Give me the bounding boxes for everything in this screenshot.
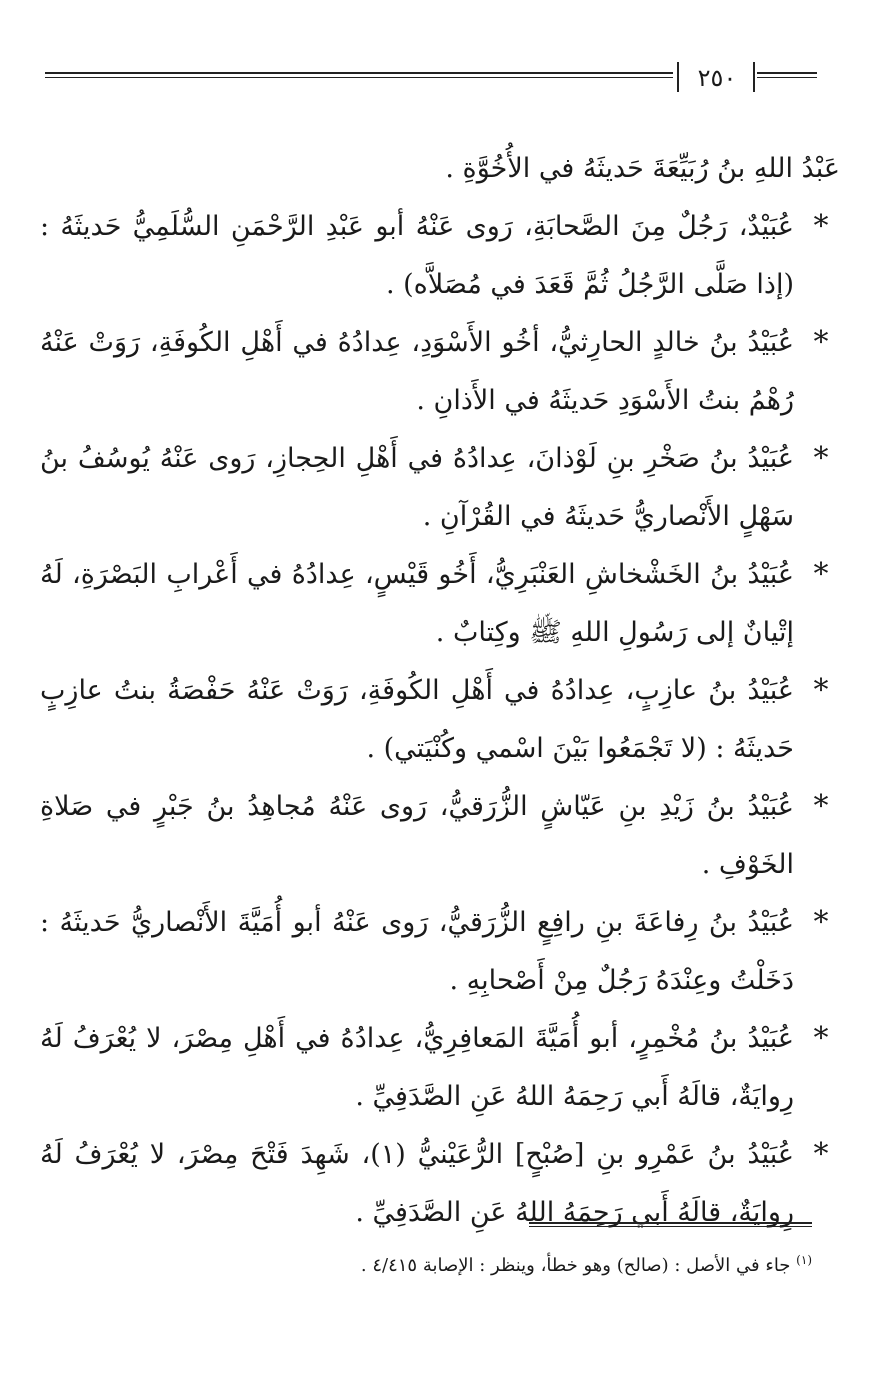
asterisk-icon: * <box>813 1137 829 1172</box>
entry-text: عُبَيْدُ بنُ عَمْرِو بنِ [صُبْحٍ] الرُّعَيْنيُّ (١)، شَهِدَ فَتْحَ مِصْرَ، لا يُعْرَفُ لَهُ رِوايَةٌ، قالَهُ أَبي رَحِمَهُ اللهُ عَنِ الصَّدَفِيِّ . <box>40 1139 794 1228</box>
entry-1 <box>40 198 840 314</box>
entry-text: عُبَيْدُ بنُ صَخْرِ بنِ لَوْذانَ، عِدادُهُ في أَهْلِ الحِجازِ، رَوى عَنْهُ يُوسُفُ بنُ سَهْلٍ الأَنْصاريُّ حَديثَهُ في القُرْآنِ . <box>40 443 794 532</box>
entry-text: عُبَيْدُ بنُ مُخْمِرٍ، أبو أُمَيَّةَ المَعافِرِيُّ، عِدادُهُ في أَهْلِ مِصْرَ، لا يُعْرَفُ لَهُ رِوايَةٌ، قالَهُ أَبي رَحِمَهُ اللهُ عَنِ الصَّدَفِيِّ . <box>40 1023 794 1112</box>
entry-8 <box>40 1010 840 1126</box>
main-text <box>40 140 840 1242</box>
asterisk-icon: * <box>813 905 829 940</box>
header-rule-left <box>45 72 673 78</box>
entry-4 <box>40 546 840 662</box>
entry-6 <box>40 778 840 894</box>
entry-text: عُبَيْدُ بنُ خالدٍ الحارِثيُّ، أخُو الأَسْوَدِ، عِدادُهُ في أَهْلِ الكُوفَةِ، رَوَتْ عَنْهُ رُهْمُ بنتُ الأَسْوَدِ حَديثَهُ في الأَذانِ . <box>40 327 794 416</box>
page-number: ٢٥٠ <box>697 64 737 92</box>
footnote <box>120 1245 812 1281</box>
footnote-marker: (١) <box>796 1253 812 1267</box>
asterisk-icon: * <box>813 673 829 708</box>
header-rule-right <box>757 72 817 78</box>
footnote-text: جاء في الأصل : (صالح) وهو خطأ، وينظر : الإصابة ٤/٤١٥ . <box>360 1255 791 1276</box>
entry-3 <box>40 430 840 546</box>
entry-7 <box>40 894 840 1010</box>
page-header <box>45 60 817 100</box>
entry-text: عُبَيْدٌ، رَجُلٌ مِنَ الصَّحابَةِ، رَوى عَنْهُ أبو عَبْدِ الرَّحْمَنِ السُّلَمِيُّ حَديثَهُ : (إذا صَلَّى الرَّجُلُ ثُمَّ قَعَدَ في مُصَلاَّه) . <box>40 211 794 300</box>
asterisk-icon: * <box>813 789 829 824</box>
intro-line: عَبْدُ اللهِ بنُ رُبَيِّعَةَ حَديثَهُ في الأُخُوَّةِ . <box>445 153 840 184</box>
entry-2 <box>40 314 840 430</box>
entry-text: عُبَيْدُ بنُ عازِبٍ، عِدادُهُ في أَهْلِ الكُوفَةِ، رَوَتْ عَنْهُ حَفْصَةُ بنتُ عازِبٍ حَديثَهُ : (لا تَجْمَعُوا بَيْنَ اسْمي وكُنْيَتي) . <box>40 675 794 764</box>
asterisk-icon: * <box>813 557 829 592</box>
asterisk-icon: * <box>813 325 829 360</box>
entry-text: عُبَيْدُ بنُ رِفاعَةَ بنِ رافِعٍ الزُّرَقيُّ، رَوى عَنْهُ أبو أُمَيَّةَ الأَنْصاريُّ حَديثَهُ : دَخَلْتُ وعِنْدَهُ رَجُلٌ مِنْ أَصْحابِهِ . <box>40 907 794 996</box>
asterisk-icon: * <box>813 209 829 244</box>
header-bar-left <box>677 62 679 92</box>
entry-text: عُبَيْدُ بنُ الخَشْخاشِ العَنْبَرِيُّ، أَخُو قَيْسٍ، عِدادُهُ في أَعْرابِ البَصْرَةِ، لَهُ إتْيانٌ إلى رَسُولِ اللهِ ﷺ وكِتابٌ . <box>40 559 794 648</box>
asterisk-icon: * <box>813 441 829 476</box>
header-bar-right <box>753 62 755 92</box>
entry-text: عُبَيْدُ بنُ زَيْدِ بنِ عَيّاشٍ الزُّرَقيُّ، رَوى عَنْهُ مُجاهِدُ بنُ جَبْرٍ في صَلاةِ الخَوْفِ . <box>40 791 794 880</box>
footnote-rule <box>529 1222 812 1227</box>
asterisk-icon: * <box>813 1021 829 1056</box>
entry-5 <box>40 662 840 778</box>
